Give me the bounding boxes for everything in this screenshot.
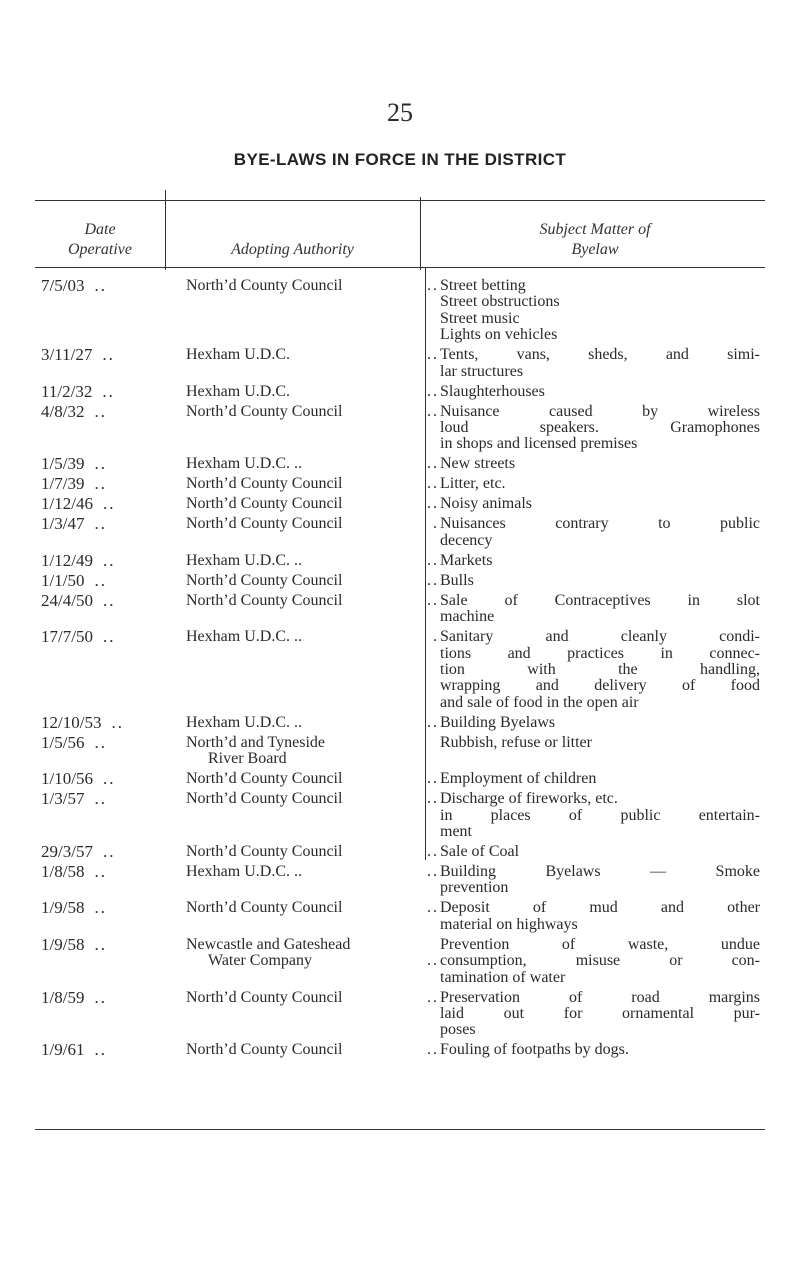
date-value: 4/8/32 — [41, 401, 85, 421]
leader-dots: .. — [427, 571, 439, 589]
subject-line: Street obstructions — [440, 293, 560, 311]
adopting-authority — [186, 476, 441, 492]
leader-dots: .. — [427, 402, 439, 420]
authority-text: North’d County Council — [186, 790, 343, 808]
date-value: 1/3/47 — [41, 514, 85, 534]
subject-line: in places of public entertain- — [440, 806, 760, 824]
adopting-authority — [186, 456, 441, 472]
page-title: BYE-LAWS IN FORCE IN THE DISTRICT — [233, 150, 567, 169]
leader-dots: .. — [94, 862, 107, 881]
subject-line: decency — [440, 531, 493, 549]
leader-dots: .. — [102, 590, 116, 610]
byelaws-table — [35, 200, 765, 1200]
subject-line: tions and practices in connec- — [440, 644, 760, 662]
adopting-authority — [186, 715, 441, 731]
authority-text: North’d County Council — [186, 843, 343, 860]
subject-line: Markets — [440, 551, 493, 569]
bottom-rule — [35, 1129, 765, 1130]
leader-dots: .. — [94, 474, 107, 494]
adopting-authority — [186, 629, 441, 645]
authority-text: North’d County Council — [186, 402, 343, 420]
subject-matter — [440, 990, 760, 1039]
date-operative — [41, 590, 163, 610]
leader-dots: .. — [427, 790, 439, 808]
subject-line: Lights on vehicles — [440, 326, 558, 344]
subject-line: Sale of Contraceptives in slot — [440, 591, 760, 609]
subject-line: New streets — [440, 455, 516, 473]
subject-line: laid out for ornamental pur- — [440, 1005, 760, 1022]
date-operative — [41, 278, 163, 294]
date-value: 1/9/58 — [41, 934, 85, 954]
date-operative — [41, 401, 163, 421]
date-value: 1/8/59 — [41, 987, 85, 1007]
date-value: 7/5/03 — [41, 276, 85, 295]
adopting-authority — [186, 593, 441, 609]
leader-dots: .. — [94, 570, 107, 590]
subject-matter — [440, 404, 760, 453]
date-operative — [41, 712, 163, 732]
leader-dots: .. — [94, 514, 107, 534]
adopting-authority — [186, 844, 441, 860]
subject-line: loud speakers. Gramophones — [440, 419, 760, 436]
subject-line: Street betting — [440, 277, 526, 294]
leader-dots: .. — [94, 1040, 107, 1060]
date-operative — [41, 456, 163, 472]
subject-line: Building Byelaws — [440, 713, 556, 731]
authority-text: North’d County Council — [186, 899, 343, 917]
adopting-authority — [186, 771, 441, 787]
date-value: 1/8/58 — [41, 862, 85, 881]
date-value: 1/10/56 — [41, 769, 93, 789]
top-rule — [35, 200, 765, 201]
date-value: 1/12/46 — [41, 494, 93, 514]
subject-line: Preservation of road margins — [440, 988, 760, 1006]
subject-matter — [440, 735, 760, 751]
adopting-authority — [186, 791, 441, 807]
date-value: 1/9/61 — [41, 1040, 85, 1060]
leader-dots: .. — [427, 495, 439, 513]
date-value: 24/4/50 — [41, 590, 93, 610]
subject-line: wrapping and delivery of food — [440, 677, 760, 695]
subject-line: Discharge of fireworks, etc. — [440, 790, 618, 808]
subject-matter — [440, 516, 760, 549]
authority-text: North’d County Council — [186, 277, 343, 294]
authority-text: North’d County Council — [186, 475, 343, 493]
column-divider-2 — [420, 197, 421, 270]
subject-matter — [440, 715, 760, 731]
subject-line: Street music — [440, 309, 520, 327]
subject-line: poses — [440, 1021, 476, 1039]
leader-dots: .. — [427, 899, 439, 917]
subject-matter — [440, 347, 760, 380]
leader-dots: .. — [102, 842, 116, 861]
adopting-authority — [186, 573, 441, 589]
subject-matter — [440, 476, 760, 492]
authority-text: North’d County Council — [186, 1041, 343, 1059]
subject-line: lar structures — [440, 362, 524, 380]
subject-line: Nuisances contrary to public — [440, 515, 760, 533]
leader-dots: .. — [102, 381, 115, 401]
authority-text: Hexham U.D.C. — [186, 346, 290, 364]
leader-dots: .. — [427, 863, 439, 880]
subject-line: in shops and licensed premises — [440, 435, 638, 453]
authority-text: North’d County Council — [186, 571, 343, 589]
date-operative — [41, 381, 163, 401]
date-value: 1/5/56 — [41, 732, 85, 752]
leader-dots: .. — [102, 345, 115, 365]
subject-line: consumption, misuse or con- — [440, 952, 760, 970]
subject-line: Sale of Coal — [440, 843, 520, 860]
page-number: 25 — [387, 98, 413, 127]
adopting-authority — [186, 553, 441, 569]
date-operative — [41, 570, 163, 590]
adopting-authority — [186, 278, 441, 294]
authority-text: Water Company — [208, 952, 313, 970]
authority-text: Hexham U.D.C. — [186, 382, 290, 400]
leader-dots: .. — [94, 276, 107, 295]
subject-line: Deposit of mud and other — [440, 899, 760, 917]
subject-line: Nuisance caused by wireless — [440, 402, 760, 420]
leader-dots: .. — [427, 988, 439, 1006]
leader-dots: .. — [94, 987, 107, 1007]
leader-dots: . — [433, 628, 439, 646]
leader-dots: .. — [94, 934, 107, 954]
adopting-authority — [186, 404, 441, 420]
subject-line: Building Byelaws — Smoke — [440, 863, 760, 880]
leader-dots: .. — [102, 627, 116, 647]
authority-text: Hexham U.D.C. .. — [186, 863, 302, 880]
subject-line: Employment of children — [440, 770, 597, 788]
date-operative — [41, 629, 163, 645]
date-value: 1/5/39 — [41, 454, 85, 474]
subject-line: machine — [440, 608, 495, 626]
subject-matter — [440, 496, 760, 512]
date-value: 11/2/32 — [41, 381, 93, 401]
adopting-authority — [186, 937, 441, 970]
authority-text: Newcastle and Gateshead — [186, 935, 351, 953]
subject-matter — [440, 864, 760, 897]
subject-matter — [440, 573, 760, 589]
authority-text: North’d County Council — [186, 988, 343, 1006]
subject-line: material on highways — [440, 915, 578, 933]
leader-dots: .. — [102, 494, 116, 514]
header-authority: Adopting Authority — [231, 241, 354, 258]
subject-line: Noisy animals — [440, 495, 532, 513]
subject-line: and sale of food in the open air — [440, 693, 639, 711]
subject-matter — [440, 384, 760, 400]
date-operative — [41, 550, 163, 570]
leader-dots: .. — [427, 455, 439, 473]
authority-text: Hexham U.D.C. .. — [186, 455, 302, 473]
subject-line: Sanitary and cleanly condi- — [440, 628, 760, 646]
subject-matter — [440, 553, 760, 569]
leader-dots: .. — [427, 591, 439, 609]
leader-dots: .. — [427, 346, 439, 364]
authority-text: North’d County Council — [186, 515, 343, 533]
subject-line: Slaughterhouses — [440, 382, 545, 400]
adopting-authority — [186, 496, 441, 512]
subject-matter — [440, 1042, 760, 1058]
subject-line: Tents, vans, sheds, and simi- — [440, 346, 760, 364]
leader-dots: .. — [427, 277, 439, 294]
leader-dots: .. — [427, 770, 439, 788]
authority-text: River Board — [208, 750, 287, 768]
date-operative — [41, 987, 163, 1007]
date-operative — [41, 771, 163, 787]
subject-matter — [440, 791, 760, 840]
leader-dots: .. — [94, 454, 107, 474]
leader-dots: .. — [102, 769, 116, 789]
leader-dots: .. — [94, 898, 107, 918]
leader-dots: .. — [427, 952, 439, 970]
header-subject: Subject Matter of Byelaw — [539, 221, 651, 258]
date-operative — [41, 732, 163, 752]
subject-matter — [440, 771, 760, 787]
subject-line: Litter, etc. — [440, 475, 506, 493]
date-operative — [41, 1042, 163, 1058]
authority-text: Hexham U.D.C. .. — [186, 628, 302, 646]
leader-dots: .. — [102, 550, 116, 570]
date-operative — [41, 476, 163, 492]
adopting-authority — [186, 1042, 441, 1058]
authority-text: North’d County Council — [186, 495, 343, 513]
subject-matter — [440, 629, 760, 711]
date-operative — [41, 791, 163, 807]
authority-text: North’d and Tyneside — [186, 733, 325, 751]
adopting-authority — [186, 864, 441, 880]
subject-matter — [440, 844, 760, 860]
subject-matter — [440, 937, 760, 986]
authority-text: Hexham U.D.C. .. — [186, 551, 302, 569]
date-operative — [41, 516, 163, 532]
subject-matter — [440, 593, 760, 626]
date-value: 1/9/58 — [41, 898, 85, 918]
leader-dots: .. — [94, 789, 107, 809]
subject-line: tamination of water — [440, 968, 566, 986]
date-operative — [41, 900, 163, 916]
date-value: 1/1/50 — [41, 570, 85, 590]
leader-dots: .. — [94, 732, 107, 752]
date-value: 1/3/57 — [41, 789, 85, 809]
authority-text: Hexham U.D.C. .. — [186, 713, 302, 731]
leader-dots: .. — [427, 713, 439, 731]
subject-line: tion with the handling, — [440, 661, 760, 678]
adopting-authority — [186, 384, 441, 400]
subject-matter — [440, 900, 760, 933]
date-operative — [41, 934, 163, 954]
subject-line: Prevention of waste, undue — [440, 935, 760, 953]
subject-line: Fouling of footpaths by dogs. — [440, 1041, 629, 1059]
leader-dots: .. — [427, 843, 439, 860]
header-date: Date Operative — [68, 221, 132, 258]
date-value: 3/11/27 — [41, 345, 93, 365]
leader-dots: .. — [427, 382, 439, 400]
authority-text: North’d County Council — [186, 770, 343, 788]
leader-dots — [439, 751, 441, 767]
date-operative — [41, 347, 163, 363]
header-rule — [35, 267, 765, 268]
adopting-authority — [186, 516, 441, 532]
date-operative — [41, 844, 163, 860]
date-value: 1/7/39 — [41, 474, 85, 494]
adopting-authority — [186, 900, 441, 916]
leader-dots: .. — [111, 712, 124, 732]
leader-dots: .. — [427, 551, 439, 569]
leader-dots: .. — [94, 401, 107, 421]
subject-line: Bulls — [440, 571, 474, 589]
date-operative — [41, 864, 163, 880]
adopting-authority — [186, 347, 441, 363]
date-value: 1/12/49 — [41, 550, 93, 570]
subject-line: ment — [440, 823, 472, 840]
date-value: 17/7/50 — [41, 627, 93, 647]
leader-dots: .. — [427, 475, 439, 493]
leader-dots: . — [433, 515, 439, 533]
date-operative — [41, 496, 163, 512]
adopting-authority — [186, 735, 441, 768]
date-value: 29/3/57 — [41, 842, 93, 861]
subject-matter — [440, 456, 760, 472]
subject-line: prevention — [440, 879, 509, 897]
leader-dots: .. — [427, 1041, 439, 1059]
date-value: 12/10/53 — [41, 712, 102, 732]
adopting-authority — [186, 990, 441, 1006]
subject-line: Rubbish, refuse or litter — [440, 733, 592, 751]
authority-text: North’d County Council — [186, 591, 343, 609]
subject-matter — [440, 278, 760, 344]
